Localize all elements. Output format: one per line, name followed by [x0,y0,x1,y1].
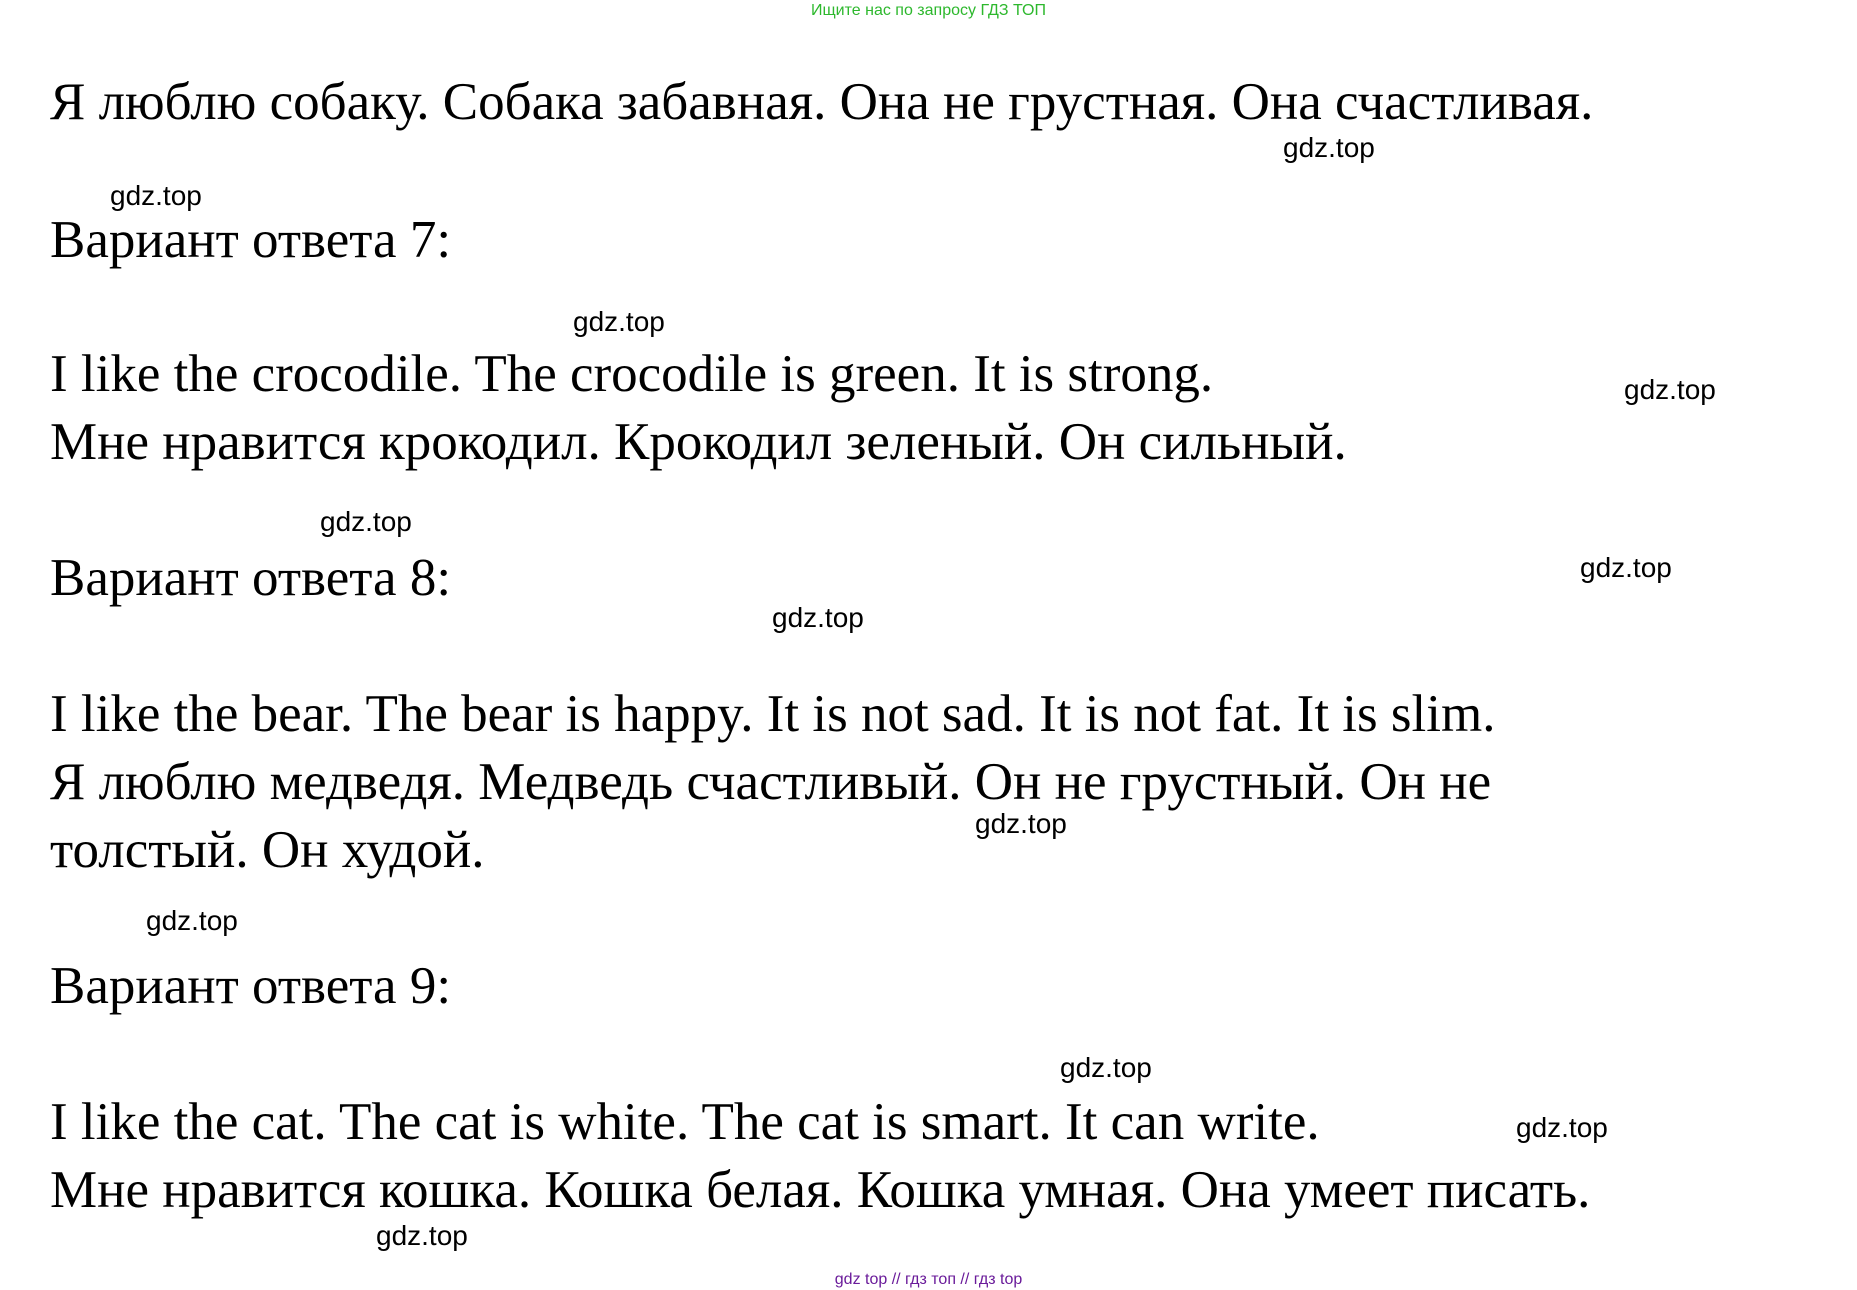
heading-variant-8: Вариант ответа 8: [50,549,452,607]
footer-watermark: gdz top // гдз топ // гдз top [834,1271,1023,1288]
watermark: gdz.top [146,905,238,936]
watermark: gdz.top [975,808,1067,839]
watermark: gdz.top [1516,1112,1608,1143]
watermark: gdz.top [573,306,665,337]
heading-variant-9: Вариант ответа 9: [50,957,452,1015]
text-line-crocodile-ru: Мне нравится крокодил. Крокодил зеленый. Он сильный. [50,413,1347,471]
text-line-bear-ru-1: Я люблю медведя. Медведь счастливый. Он не грустный. Он не [50,753,1492,811]
watermark: gdz.top [1580,552,1672,583]
watermark: gdz.top [1060,1052,1152,1083]
watermark: gdz.top [1283,132,1375,163]
watermark: gdz.top [376,1220,468,1251]
heading-variant-7: Вариант ответа 7: [50,211,452,269]
watermark: gdz.top [772,602,864,633]
text-line-crocodile-en: I like the crocodile. The crocodile is green. It is strong. [50,345,1214,403]
text-line-dog-ru: Я люблю собаку. Собака забавная. Она не грустная. Она счастливая. [50,73,1594,131]
top-banner: Ищите нас по запросу ГДЗ ТОП [811,2,1046,19]
text-line-bear-en: I like the bear. The bear is happy. It is not sad. It is not fat. It is slim. [50,685,1496,743]
text-line-cat-en: I like the cat. The cat is white. The cat is smart. It can write. [50,1093,1320,1151]
watermark: gdz.top [110,180,202,211]
watermark: gdz.top [1624,374,1716,405]
text-line-bear-ru-2: толстый. Он худой. [50,821,485,879]
text-line-cat-ru: Мне нравится кошка. Кошка белая. Кошка умная. Она умеет писать. [50,1161,1591,1219]
watermark: gdz.top [320,506,412,537]
